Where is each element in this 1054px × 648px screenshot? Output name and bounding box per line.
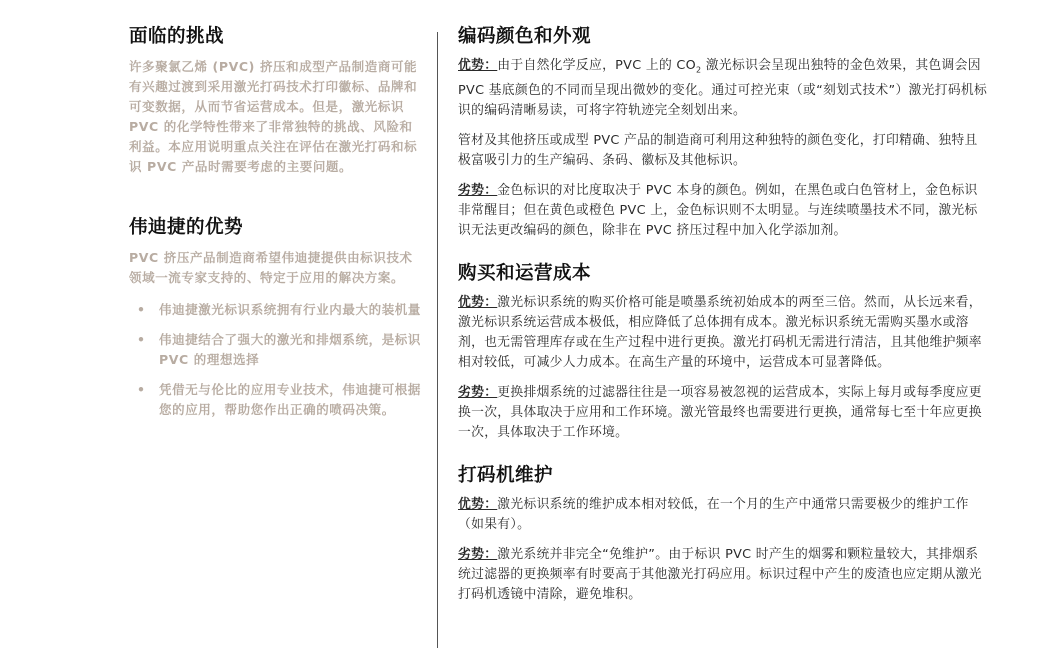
- left-column: [129, 24, 421, 430]
- color-usage-paragraph: 管材及其他挤压或成型 PVC 产品的制造商可利用这种独特的颜色变化，打印精确、独特且极富吸引力的生产编码、条码、徽标及其他标识。: [458, 132, 978, 168]
- disadvantage-label: 劣势：: [458, 182, 498, 198]
- list-item-text: 凭借无与伦比的应用专业技术，伟迪捷可根据您的应用，帮助您作出正确的喷码决策。: [159, 382, 422, 417]
- list-item-text: 伟迪捷结合了强大的激光和排烟系统，是标识 PVC 的理想选择: [159, 332, 422, 367]
- right-column: [458, 24, 988, 605]
- cost-advantage-paragraph: 优势：激光标识系统的购买价格可能是喷墨系统初始成本的两至三倍。然而，从长远来看，激光标识系统运营成本极低，相应降低了总体拥有成本。激光标识系统无需购买墨水或溶剂，也无需管理库存或在生产过程中进行更换。激光打码机无需进行清洁，且其他维护频率相对较低，可减少人力成本。在高生产量的环境中，运营成本可显著降低。: [458, 294, 982, 370]
- color-advantage-paragraph: 优势：由于自然化学反应，PVC 上的 $CO_2$ 激光标识会呈现出独特的金色效果，其色调会因 PVC 基底颜色的不同而呈现出微妙的变化。通过可控光束（或“刻划式技术”）激光打码机标识的编码清晰易读，可将字符轨迹完全刻划出来。: [458, 58, 988, 118]
- maintenance-disadvantage-paragraph: 劣势：激光系统并非完全“免维护”。由于标识 PVC 时产生的烟雾和颗粒量较大，其排烟系统过滤器的更换频率有时要高于其他激光打码应用。标识过程中产生的废渣也应定期从激光打码机透镜中清除，避免堆积。: [458, 546, 982, 602]
- challenge-heading: 面临的挑战: [129, 26, 225, 47]
- list-item: [129, 300, 421, 320]
- bullet-icon: •: [137, 332, 146, 347]
- list-item: [129, 330, 421, 370]
- cost-heading: 购买和运营成本: [458, 262, 592, 284]
- subscript: 2: [696, 65, 702, 75]
- list-item-text: 伟迪捷激光标识系统拥有行业内最大的装机量: [159, 302, 422, 317]
- advantage-label: 优势：: [458, 294, 498, 310]
- disadvantage-label: 劣势：: [458, 546, 498, 562]
- color-disadvantage-paragraph: 劣势：金色标识的对比度取决于 PVC 本身的颜色。例如，在黑色或白色管材上，金色标识非常醒目；但在黄色或橙色 PVC 上，金色标识则不太明显。与连续喷墨技术不同，激光标识无法更改编码的颜色，除非在 PVC 挤压过程中加入化学添加剂。: [458, 182, 978, 238]
- column-divider: [437, 32, 438, 648]
- bullet-icon: •: [137, 302, 146, 317]
- advantage-label: 优势：: [458, 496, 498, 512]
- challenge-text: 许多聚氯乙烯 (PVC) 挤压和成型产品制造商可能有兴趣过渡到采用激光打码技术打印徽标、品牌和可变数据，从而节省运营成本。但是，激光标识 PVC 的化学特性带来了非常独特的挑战、风险和利益。本应用说明重点关注在评估在激光打码和标识 PVC 产品时需要考虑的主要问题。: [129, 59, 418, 174]
- advantage-heading: 伟迪捷的优势: [129, 217, 244, 238]
- color-heading: 编码颜色和外观: [458, 26, 592, 47]
- disadvantage-label: 劣势：: [458, 384, 498, 400]
- cost-disadvantage-paragraph: 劣势：更换排烟系统的过滤器往往是一项容易被忽视的运营成本，实际上每月或每季度应更换一次，具体取决于应用和工作环境。激光管最终也需要进行更换，通常每七至十年应更换一次，具体取决于工作环境。: [458, 384, 982, 440]
- bullet-icon: •: [137, 382, 146, 397]
- maintenance-advantage-paragraph: 优势：激光标识系统的维护成本相对较低，在一个月的生产中通常只需要极少的维护工作（如果有）。: [458, 496, 969, 532]
- advantage-list: [129, 300, 421, 420]
- advantage-label: 优势：: [458, 58, 498, 73]
- list-item: [129, 380, 421, 420]
- advantage-text: PVC 挤压产品制造商希望伟迪捷提供由标识技术领域一流专家支持的、特定于应用的解决方案。: [129, 250, 413, 285]
- maintenance-heading: 打码机维护: [458, 464, 554, 486]
